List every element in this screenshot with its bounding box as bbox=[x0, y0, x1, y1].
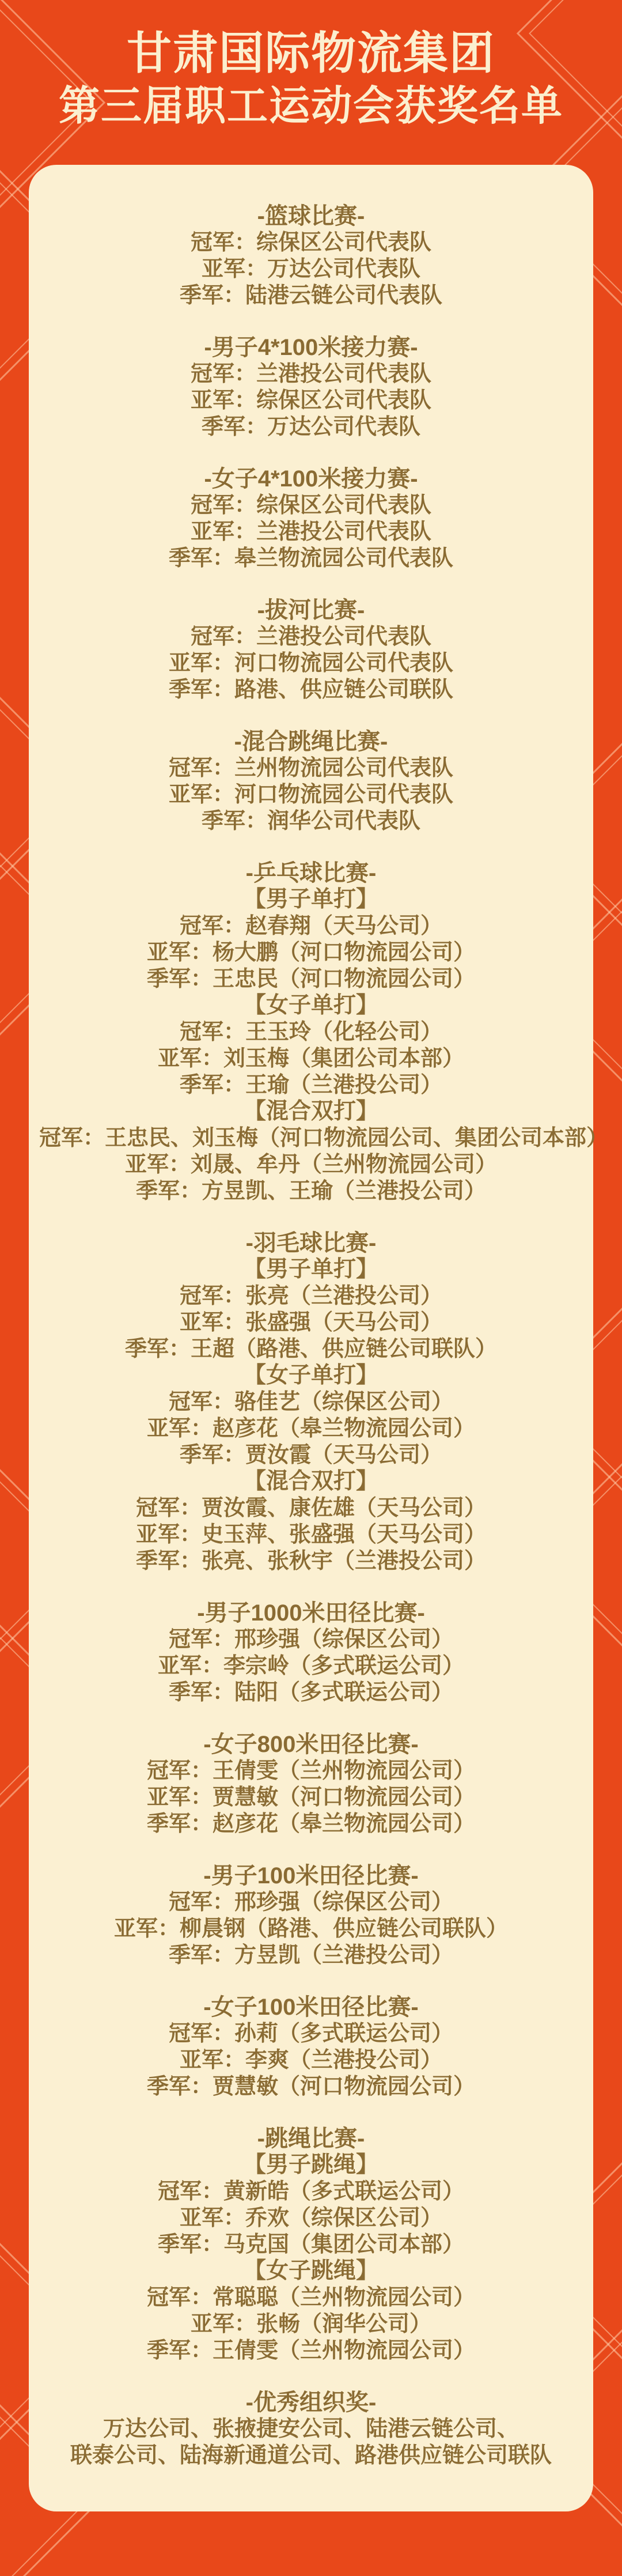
poster-title-line-1: 甘肃国际物流集团 bbox=[126, 28, 495, 78]
award-entry: 冠军：贾汝霞、康佐雄（天马公司） bbox=[135, 1496, 486, 1520]
award-entry: 亚军：李宗岭（多式联运公司） bbox=[157, 1654, 464, 1678]
group-label: 【女子单打】 bbox=[243, 1363, 378, 1388]
award-entry: 亚军：张盛强（天马公司） bbox=[179, 1310, 442, 1335]
award-entry: 季军：万达公司代表队 bbox=[201, 415, 420, 439]
award-entry: 亚军：赵彦花（皋兰物流园公司） bbox=[146, 1417, 475, 1441]
section-title: -拔河比赛- bbox=[257, 598, 365, 623]
award-entry: 冠军：综保区公司代表队 bbox=[190, 493, 431, 518]
award-entry: 冠军：兰港投公司代表队 bbox=[190, 362, 431, 386]
group-label: 【男子跳绳】 bbox=[243, 2152, 378, 2177]
award-entry: 冠军：常聪聪（兰州物流园公司） bbox=[146, 2286, 475, 2310]
award-entry: 季军：王瑜（兰港投公司） bbox=[179, 1073, 442, 1097]
award-entry: 亚军：史玉萍、张盛强（天马公司） bbox=[135, 1523, 486, 1547]
section bbox=[39, 1994, 583, 2100]
award-entry: 亚军：李爽（兰港投公司） bbox=[179, 2048, 442, 2072]
award-entry: 冠军：黄新皓（多式联运公司） bbox=[157, 2180, 464, 2204]
group-label: 【女子跳绳】 bbox=[243, 2258, 378, 2283]
award-entry: 冠军：兰州物流园公司代表队 bbox=[168, 756, 453, 780]
award-entry: 季军：方昱凯、王瑜（兰港投公司） bbox=[135, 1179, 486, 1203]
award-entry: 季军：陆阳（多式联运公司） bbox=[168, 1680, 453, 1705]
section bbox=[39, 1230, 583, 1574]
section bbox=[39, 2389, 583, 2469]
award-entry: 亚军：河口物流园公司代表队 bbox=[168, 783, 453, 807]
award-entry: 季军：皋兰物流园公司代表队 bbox=[168, 546, 453, 571]
group-label: 【混合双打】 bbox=[243, 1469, 378, 1494]
section bbox=[39, 1731, 583, 1837]
award-entry: 冠军：综保区公司代表队 bbox=[190, 231, 431, 255]
section-title: -乒乓球比赛- bbox=[245, 860, 377, 886]
award-entry: 亚军：综保区公司代表队 bbox=[190, 388, 431, 413]
award-entry: 亚军：万达公司代表队 bbox=[201, 257, 420, 281]
sections bbox=[39, 203, 609, 2469]
section bbox=[39, 728, 583, 834]
section bbox=[39, 1600, 583, 1706]
group-label: 【男子单打】 bbox=[243, 887, 378, 912]
award-entry: 亚军：杨大鹏（河口物流园公司） bbox=[146, 940, 475, 965]
award-entry: 季军：贾慧敏（河口物流园公司） bbox=[146, 2075, 475, 2099]
section bbox=[39, 466, 583, 572]
award-entry: 亚军：河口物流园公司代表队 bbox=[168, 651, 453, 675]
award-entry: 季军：王倩雯（兰州物流园公司） bbox=[146, 2339, 475, 2363]
section-title: -女子4*100米接力赛- bbox=[204, 466, 418, 492]
section bbox=[39, 1863, 583, 1969]
section-title: -篮球比赛- bbox=[257, 203, 365, 229]
section-title: -男子4*100米接力赛- bbox=[204, 335, 418, 360]
award-entry: 亚军：柳晨钢（路港、供应链公司联队） bbox=[113, 1917, 508, 1941]
award-entry: 季军：马克国（集团公司本部） bbox=[157, 2233, 464, 2257]
award-entry: 亚军：兰港投公司代表队 bbox=[190, 520, 431, 544]
group-label: 【女子单打】 bbox=[243, 993, 378, 1018]
group-label: 【男子单打】 bbox=[243, 1257, 378, 1282]
group-label: 【混合双打】 bbox=[243, 1099, 378, 1124]
award-entry: 季军：润华公司代表队 bbox=[201, 809, 420, 833]
award-card bbox=[29, 165, 609, 2511]
award-entry: 亚军：张畅（润华公司） bbox=[190, 2312, 431, 2336]
award-entry: 季军：赵彦花（皋兰物流园公司） bbox=[146, 1812, 475, 1836]
section-title: -跳绳比赛- bbox=[257, 2126, 365, 2151]
award-entry: 冠军：赵春翔（天马公司） bbox=[179, 914, 442, 938]
award-entry: 季军：路港、供应链公司联队 bbox=[168, 678, 453, 702]
award-entry: 亚军：刘晟、牟丹（兰州物流园公司） bbox=[124, 1153, 497, 1177]
award-entry: 季军：王超（路港、供应链公司联队） bbox=[124, 1337, 497, 1361]
award-entry: 冠军：王玉玲（化轻公司） bbox=[179, 1020, 442, 1044]
section-title: -男子1000米田径比赛- bbox=[197, 1600, 425, 1626]
award-entry: 亚军：刘玉梅（集团公司本部） bbox=[157, 1047, 464, 1071]
award-entry: 季军：张亮、张秋宇（兰港投公司） bbox=[135, 1549, 486, 1573]
award-entry: 季军：方昱凯（兰港投公司） bbox=[168, 1943, 453, 1967]
poster-title-line-2: 第三届职工运动会获奖名单 bbox=[58, 84, 563, 129]
section-title: -女子100米田径比赛- bbox=[203, 1995, 419, 2020]
award-entry: 冠军：兰港投公司代表队 bbox=[190, 625, 431, 649]
award-entry: 亚军：贾慧敏（河口物流园公司） bbox=[146, 1785, 475, 1810]
award-entry: 亚军：乔欢（综保区公司） bbox=[179, 2206, 442, 2230]
section-title: -优秀组织奖- bbox=[245, 2390, 377, 2415]
section bbox=[39, 334, 583, 440]
section bbox=[39, 597, 583, 703]
award-entry: 冠军：孙莉（多式联运公司） bbox=[168, 2022, 453, 2046]
poster-title bbox=[0, 25, 622, 133]
award-entry: 冠军：邢珍强（综保区公司） bbox=[168, 1627, 453, 1652]
section bbox=[39, 2125, 583, 2364]
award-entry: 冠军：王忠民、刘玉梅（河口物流园公司、集团公司本部） bbox=[39, 1126, 609, 1150]
award-entry: 冠军：骆佳艺（综保区公司） bbox=[168, 1390, 453, 1414]
award-entry: 冠军：王倩雯（兰州物流园公司） bbox=[146, 1759, 475, 1783]
award-entry: 季军：王忠民（河口物流园公司） bbox=[146, 967, 475, 991]
org-award-line: 万达公司、张掖捷安公司、陆港云链公司、 bbox=[103, 2417, 519, 2441]
section-title: -羽毛球比赛- bbox=[245, 1230, 377, 1256]
section-title: -混合跳绳比赛- bbox=[234, 729, 388, 754]
award-entry: 季军：陆港云链公司代表队 bbox=[179, 284, 442, 308]
award-entry: 冠军：张亮（兰港投公司） bbox=[179, 1284, 442, 1308]
org-award-line: 联泰公司、陆海新通道公司、路港供应链公司联队 bbox=[70, 2443, 552, 2468]
section bbox=[39, 203, 583, 309]
award-entry: 季军：贾汝霞（天马公司） bbox=[179, 1443, 442, 1467]
section-title: -女子800米田径比赛- bbox=[203, 1732, 419, 1757]
section-title: -男子100米田径比赛- bbox=[203, 1863, 419, 1888]
award-entry: 冠军：邢珍强（综保区公司） bbox=[168, 1890, 453, 1914]
section bbox=[39, 860, 609, 1204]
